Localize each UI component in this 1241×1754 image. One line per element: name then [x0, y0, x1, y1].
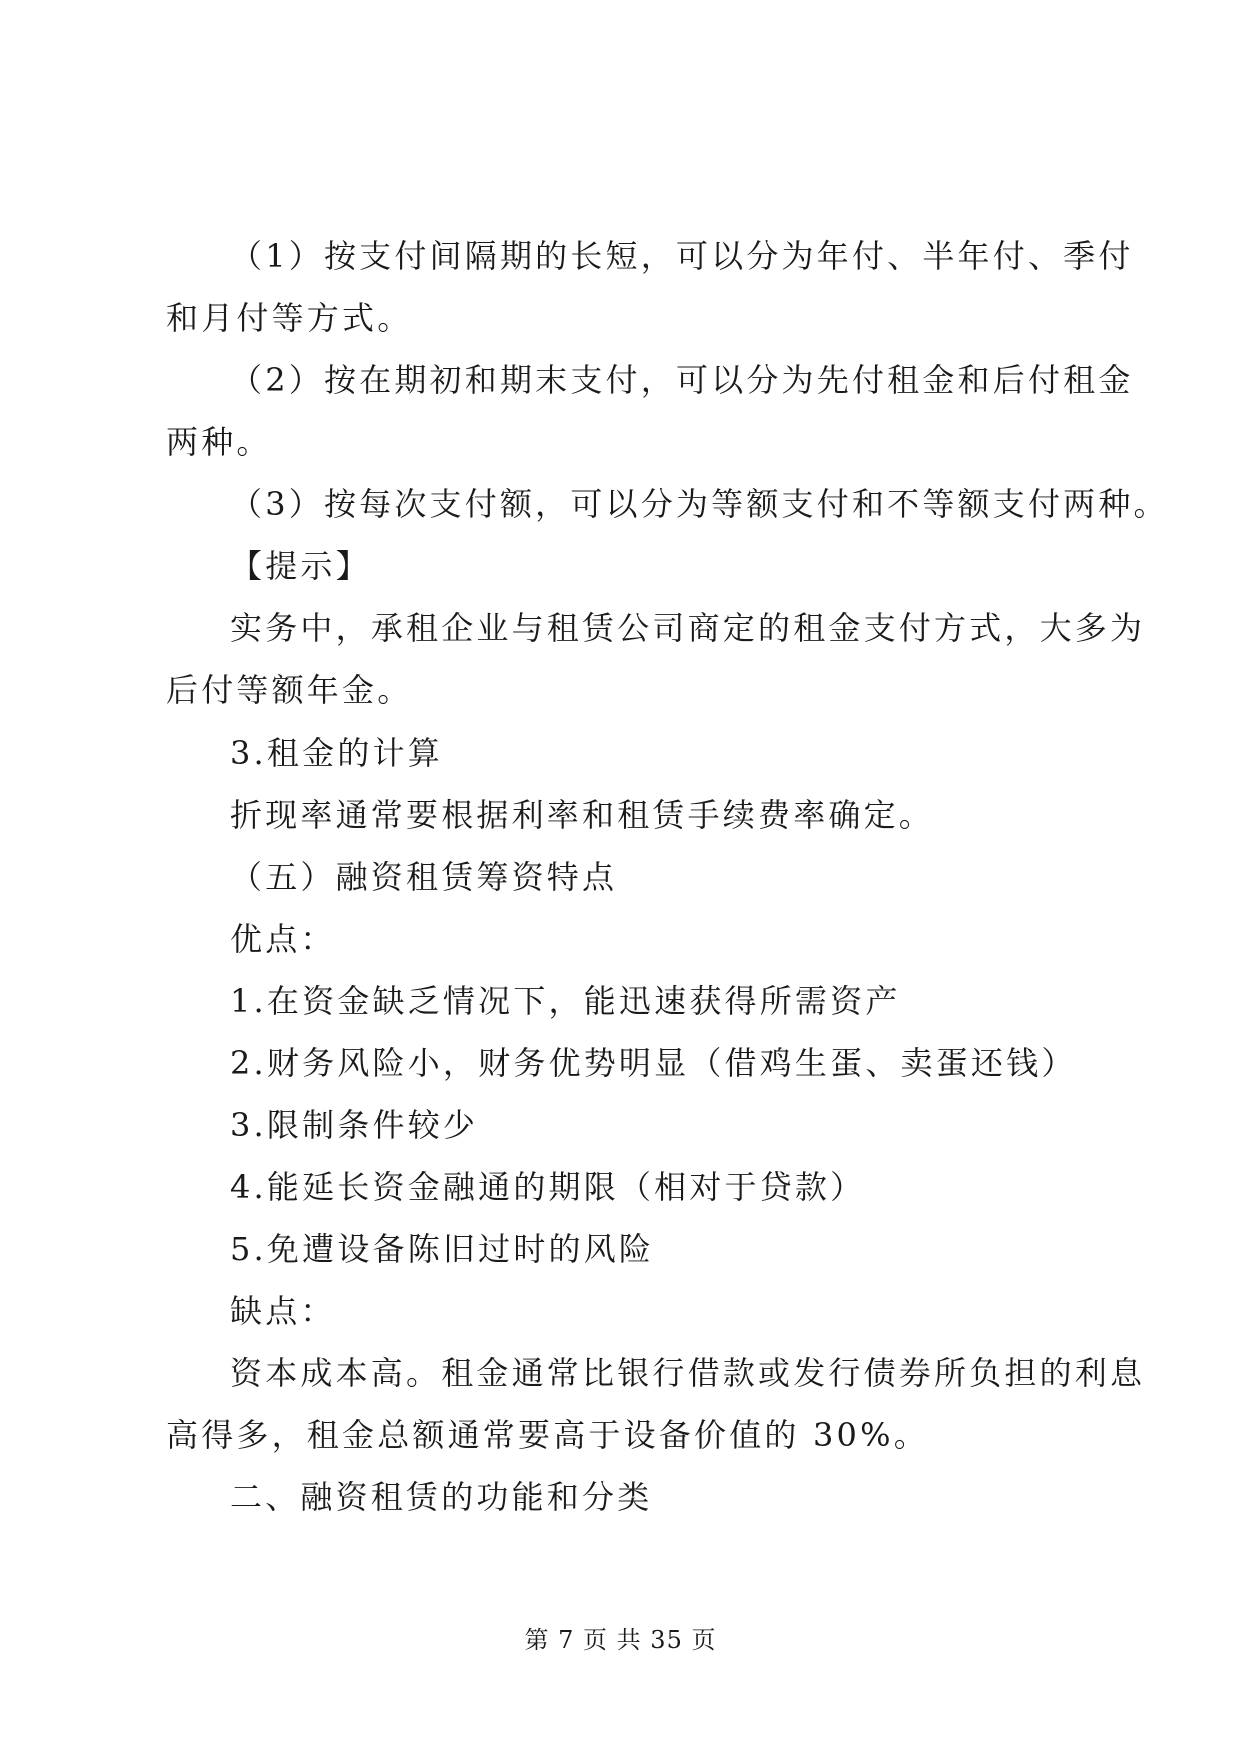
paragraph-line: （3）按每次支付额，可以分为等额支付和不等额支付两种。: [230, 485, 1169, 523]
paragraph-line: 资本成本高。租金通常比银行借款或发行债券所负担的利息: [230, 1354, 1146, 1392]
paragraph-line: 后付等额年金。: [166, 671, 413, 709]
section-heading: 二、融资租赁的功能和分类: [230, 1478, 653, 1516]
paragraph-line: 实务中，承租企业与租赁公司商定的租金支付方式，大多为: [230, 609, 1146, 647]
paragraph-line: 两种。: [166, 423, 272, 461]
paragraph-line: （2）按在期初和期末支付，可以分为先付租金和后付租金: [230, 361, 1134, 399]
section-heading: 缺点：: [230, 1292, 336, 1330]
list-item: 2.财务风险小，财务优势明显（借鸡生蛋、卖蛋还钱）: [230, 1044, 1077, 1082]
list-item: 5.免遭设备陈旧过时的风险: [230, 1230, 655, 1268]
list-item: 3.限制条件较少: [230, 1106, 479, 1144]
paragraph-line: 和月付等方式。: [166, 299, 413, 337]
list-item: 1.在资金缺乏情况下，能迅速获得所需资产: [230, 982, 901, 1020]
list-item: 4.能延长资金融通的期限（相对于贷款）: [230, 1168, 866, 1206]
section-heading: 3.租金的计算: [230, 734, 443, 772]
paragraph-line: 折现率通常要根据利率和租赁手续费率确定。: [230, 796, 935, 834]
section-heading: 优点：: [230, 920, 336, 958]
section-heading: 【提示】: [230, 547, 371, 585]
paragraph-line: 高得多，租金总额通常要高于设备价值的 30%。: [166, 1416, 929, 1454]
section-heading: （五）融资租赁筹资特点: [230, 858, 618, 896]
page-number-footer: 第 7 页 共 35 页: [524, 1626, 717, 1654]
paragraph-line: （1）按支付间隔期的长短，可以分为年付、半年付、季付: [230, 237, 1134, 275]
